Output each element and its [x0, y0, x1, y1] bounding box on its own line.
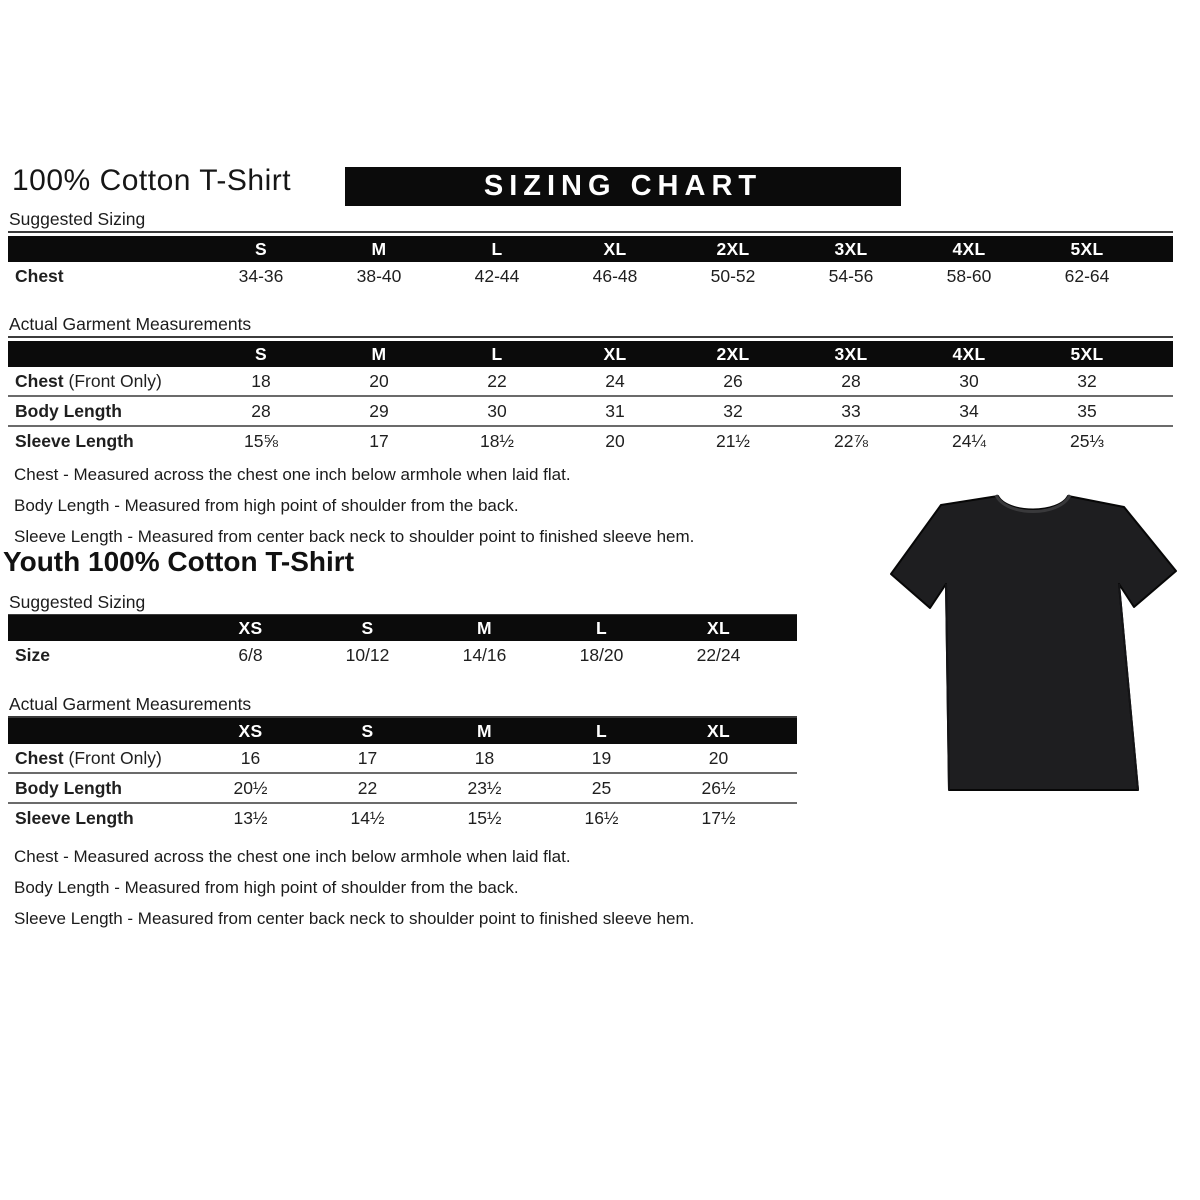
youth-measurement-notes [14, 841, 694, 934]
row-label: Sleeve Length [15, 430, 134, 451]
size-header-cell: S [202, 236, 320, 262]
size-header-cell: M [320, 341, 438, 367]
size-header-cell: L [543, 615, 660, 641]
size-header-cell: 4XL [910, 341, 1028, 367]
measurement-cell: 35 [1028, 396, 1146, 426]
measurement-cell: 22⅞ [833, 430, 869, 451]
size-header-cell: 5XL [1028, 236, 1146, 262]
size-header-cell: M [426, 718, 543, 744]
measurement-cell: 22 [438, 367, 556, 396]
measurement-cell: 18½ [479, 430, 515, 451]
spacer-cell [1146, 396, 1173, 426]
measurement-cell: 32 [1028, 367, 1146, 396]
youth-actual-measurements-table [8, 718, 797, 832]
measurement-cell: 42-44 [474, 266, 520, 286]
size-header-cell: L [438, 341, 556, 367]
note-body-length: Body Length - Measured from high point of shoulder from the back. [14, 878, 519, 897]
measurement-cell: 62-64 [1064, 266, 1110, 286]
header-spacer-cell [1146, 341, 1173, 367]
measurement-cell: 28 [792, 367, 910, 396]
sizing-chart-banner-text: SIZING CHART [483, 170, 763, 202]
measurement-cell: 13½ [233, 807, 268, 828]
measurement-cell: 18/20 [579, 644, 624, 665]
size-header-cell: M [426, 615, 543, 641]
spacer-cell [777, 744, 797, 773]
row-label: Size [15, 644, 51, 665]
measurement-cell: 25 [543, 773, 660, 803]
measurement-cell: 16 [192, 744, 309, 773]
measurement-cell: 24¼ [951, 430, 987, 451]
youth-suggested-header-row [8, 615, 797, 641]
measurement-cell: 15½ [467, 807, 502, 828]
measurement-cell: 20 [660, 744, 777, 773]
measurement-cell: 23½ [426, 773, 543, 803]
adult-suggested-header-row [8, 236, 1173, 262]
spacer-cell [1146, 367, 1173, 396]
measurement-cell: 20 [605, 430, 625, 451]
measurement-cell: 34 [910, 396, 1028, 426]
table-row-body-length [8, 396, 1173, 426]
header-spacer-cell [8, 341, 202, 367]
black-tshirt-image [886, 487, 1184, 805]
spacer-cell [777, 773, 797, 803]
size-header-cell: XL [660, 615, 777, 641]
row-label: Body Length [8, 773, 192, 803]
measurement-cell: 26½ [660, 773, 777, 803]
adult-actual-measurements-table [8, 341, 1173, 455]
row-label: Body Length [8, 396, 202, 426]
measurement-cell: 6/8 [238, 644, 263, 665]
size-header-cell: L [438, 236, 556, 262]
table-row [8, 262, 1173, 291]
note-chest: Chest - Measured across the chest one inch below armhole when laid flat. [14, 465, 571, 484]
adult-measurement-notes [14, 459, 694, 552]
spacer-cell [777, 803, 797, 832]
table-row-sleeve-length [8, 426, 1173, 455]
measurement-cell: 34-36 [238, 266, 284, 286]
adult-actual-header-row [8, 341, 1173, 367]
measurement-cell: 22 [309, 773, 426, 803]
measurement-cell: 50-52 [710, 266, 756, 286]
spacer-cell [777, 641, 797, 669]
measurement-cell: 18 [426, 744, 543, 773]
measurement-cell: 38-40 [356, 266, 402, 286]
measurement-cell: 31 [556, 396, 674, 426]
size-header-cell: 3XL [792, 236, 910, 262]
header-spacer-cell [8, 615, 192, 641]
measurement-cell: 19 [543, 744, 660, 773]
youth-actual-measurements-label: Actual Garment Measurements [8, 694, 797, 718]
size-header-cell: 4XL [910, 236, 1028, 262]
measurement-cell: 25⅓ [1069, 430, 1105, 451]
row-label: Chest [15, 266, 64, 286]
youth-actual-header-row [8, 718, 797, 744]
sizing-chart-banner [345, 167, 901, 206]
measurement-cell: 21½ [715, 430, 751, 451]
adult-actual-measurements-label: Actual Garment Measurements [8, 314, 1173, 338]
measurement-cell: 18 [202, 367, 320, 396]
header-spacer-cell [8, 236, 202, 262]
measurement-cell: 10/12 [345, 644, 390, 665]
size-header-cell: XL [660, 718, 777, 744]
size-header-cell: 5XL [1028, 341, 1146, 367]
size-header-cell: 2XL [674, 236, 792, 262]
measurement-cell: 30 [910, 367, 1028, 396]
measurement-cell: 29 [320, 396, 438, 426]
measurement-cell: 46-48 [592, 266, 638, 286]
measurement-cell: 14½ [350, 807, 385, 828]
header-spacer-cell [8, 718, 192, 744]
youth-suggested-sizing-label: Suggested Sizing [8, 592, 797, 616]
measurement-cell: 22/24 [696, 644, 741, 665]
spacer-cell [1146, 262, 1173, 291]
header-spacer-cell [1146, 236, 1173, 262]
row-label: Sleeve Length [15, 807, 134, 828]
size-header-cell: XS [192, 615, 309, 641]
header-spacer-cell [777, 615, 797, 641]
measurement-cell: 17½ [701, 807, 736, 828]
note-sleeve-length: Sleeve Length - Measured from center back neck to shoulder point to finished sleeve hem. [14, 527, 695, 546]
size-header-cell: XS [192, 718, 309, 744]
table-row-chest [8, 744, 797, 773]
size-header-cell: 3XL [792, 341, 910, 367]
table-row-sleeve-length [8, 803, 797, 832]
measurement-cell: 17 [369, 430, 389, 451]
table-row-body-length [8, 773, 797, 803]
size-header-cell: 2XL [674, 341, 792, 367]
size-header-cell: S [309, 615, 426, 641]
spacer-cell [1146, 426, 1173, 455]
size-header-cell: M [320, 236, 438, 262]
adult-suggested-sizing-label: Suggested Sizing [8, 209, 1173, 233]
measurement-cell: 58-60 [946, 266, 992, 286]
measurement-cell: 16½ [584, 807, 619, 828]
note-body-length: Body Length - Measured from high point of shoulder from the back. [14, 496, 519, 515]
header-spacer-cell [777, 718, 797, 744]
size-header-cell: XL [556, 341, 674, 367]
size-header-cell: L [543, 718, 660, 744]
size-header-cell: S [309, 718, 426, 744]
measurement-cell: 15⅝ [243, 430, 279, 451]
note-chest: Chest - Measured across the chest one inch below armhole when laid flat. [14, 847, 571, 866]
measurement-cell: 32 [674, 396, 792, 426]
note-sleeve-length: Sleeve Length - Measured from center back neck to shoulder point to finished sleeve hem. [14, 909, 695, 928]
measurement-cell: 33 [792, 396, 910, 426]
adult-section-title: 100% Cotton T-Shirt [12, 164, 292, 197]
row-label: Chest (Front Only) [8, 367, 202, 396]
measurement-cell: 20½ [192, 773, 309, 803]
measurement-cell: 28 [202, 396, 320, 426]
size-header-cell: S [202, 341, 320, 367]
measurement-cell: 24 [556, 367, 674, 396]
measurement-cell: 14/16 [462, 644, 507, 665]
youth-suggested-sizing-table [8, 615, 797, 669]
adult-suggested-sizing-table [8, 236, 1173, 291]
measurement-cell: 17 [309, 744, 426, 773]
row-label: Chest (Front Only) [8, 744, 192, 773]
measurement-cell: 54-56 [828, 266, 874, 286]
size-header-cell: XL [556, 236, 674, 262]
measurement-cell: 30 [438, 396, 556, 426]
measurement-cell: 26 [674, 367, 792, 396]
youth-section-title: Youth 100% Cotton T-Shirt [3, 546, 355, 577]
table-row-chest [8, 367, 1173, 396]
table-row-size [8, 641, 797, 669]
measurement-cell: 20 [320, 367, 438, 396]
